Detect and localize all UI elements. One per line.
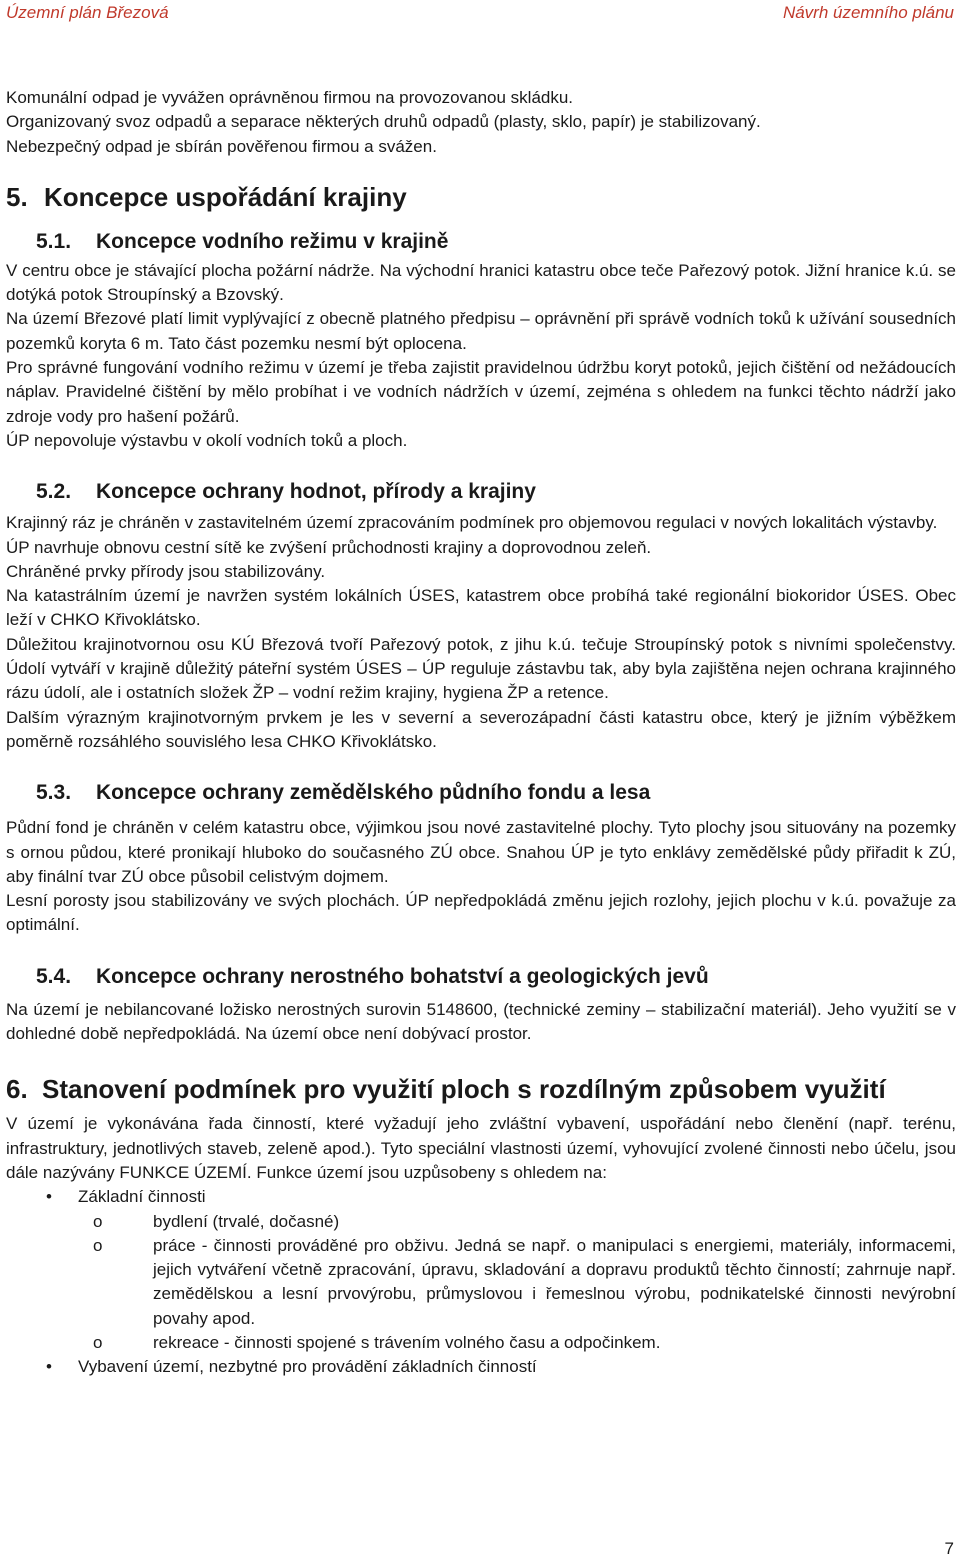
paragraph: Na území je nebilancované ložisko nerostných surovin 5148600, (technické zeminy – stabilizační materiál). Jeho využití se v dohledné době nepředpokládá. Na území obce není dobývací prostor. xyxy=(6,999,956,1044)
list-item-label: Základní činnosti xyxy=(78,1187,206,1207)
section-number: 5.1. xyxy=(36,229,72,253)
circle-bullet-icon: o xyxy=(93,1332,103,1352)
section-number: 6. xyxy=(6,1074,28,1105)
bullet-icon: • xyxy=(46,1187,52,1207)
paragraph: V centru obce je stávající plocha požární nádrže. Na východní hranici katastru obce teče Pařezový potok. Jižní hranice k.ú. se dotýká potok Stroupínský a Bzovský. xyxy=(6,260,956,305)
page-content xyxy=(6,86,956,1380)
section-title: Stanovení podmínek pro využití ploch s rozdílným způsobem využití xyxy=(42,1074,886,1105)
paragraph: Lesní porosty jsou stabilizovány ve svých plochách. ÚP nepředpokládá změnu jejich rozlohy, jejich plochu v k.ú. považuje za optimální. xyxy=(6,891,956,935)
bullet-icon: • xyxy=(46,1357,52,1377)
section-6-heading xyxy=(6,1072,956,1106)
paragraph: ÚP navrhuje obnovu cestní sítě ke zvýšení průchodnosti krajiny a doprovodnou zeleň. xyxy=(6,537,652,557)
sub-list xyxy=(78,1210,956,1356)
section-number: 5.4. xyxy=(36,964,72,988)
page-header xyxy=(6,3,954,27)
header-document-subtitle: Návrh územního plánu xyxy=(782,3,954,22)
section-number: 5.2. xyxy=(36,480,72,504)
section-title: Koncepce ochrany nerostného bohatství a geologických jevů xyxy=(96,964,709,988)
section-5-4-heading xyxy=(6,962,956,992)
section-title: Koncepce vodního režimu v krajině xyxy=(96,229,449,253)
paragraph: Pro správné fungování vodního režimu v území je třeba zajistit pravidelnou údržbu koryt potoků, jejich čištění od nežádoucích náplav. Pravidelné čištění by mělo probíhat i ve vodních nádržích v území, zejména s ohledem na funkci těchto nádrží jako zdroje vody pro hašení požárů. xyxy=(6,358,956,426)
list-item-label: Vybavení území, nezbytné pro provádění základních činností xyxy=(78,1357,537,1377)
paragraph: Krajinný ráz je chráněn v zastavitelném území zpracováním podmínek pro objemovou regulaci v nových lokalitách výstavby. xyxy=(6,513,938,533)
circle-bullet-icon: o xyxy=(93,1211,103,1231)
sub-list-item xyxy=(6,1234,956,1331)
section-title: Koncepce ochrany zemědělského půdního fondu a lesa xyxy=(96,781,651,805)
section-5-1-heading xyxy=(6,227,956,257)
paragraph: Důležitou krajinotvornou osu KÚ Březová tvoří Pařezový potok, z jihu k.ú. tečuje Stroupínský potok s nivními společenstvy. Údolí vytváří v krajině důležitý páteřní systém ÚSES – ÚP reguluje zástavbu tak, aby byla zajištěna nejen ochrana krajinného rázu údolí, ale i ostatních složek ŽP – vodní režim krajiny, hygiena ŽP a retence. xyxy=(6,634,956,703)
intro-line: Komunální odpad je vyvážen oprávněnou firmou na provozovanou skládku. xyxy=(6,88,574,107)
paragraph: Půdní fond je chráněn v celém katastru obce, výjimkou jsou nové zastavitelné plochy. Tyto plochy jsou situovány na pozemky s ornou půdou, které pronikají hluboko do současného ZÚ obce. Snahou ÚP je tyto enklávy zemědělské půdy přiřadit k ZÚ, aby finální tvar ZÚ obce působil celistvým dojmem. xyxy=(6,818,956,886)
section-title: Koncepce ochrany hodnot, přírody a krajiny xyxy=(96,480,536,504)
paragraph: Na katastrálním území je navržen systém lokálních ÚSES, katastrem obce probíhá také regionální biokoridor ÚSES. Obec leží v CHKO Křivoklátsko. xyxy=(6,586,956,630)
section-5-heading xyxy=(6,181,956,213)
sub-list-item-text: bydlení (trvalé, dočasné) xyxy=(153,1211,340,1231)
section-number: 5. xyxy=(6,181,28,212)
header-document-title: Územní plán Březová xyxy=(6,3,169,22)
list-item xyxy=(6,1355,956,1379)
paragraph: V území je vykonávána řada činností, které vyžadují jeho zvláštní vybavení, uspořádání nebo členění (např. terénu, infrastruktury, jednotlivých staveb, zeleně apod.). Tyto speciální vlastnosti území, vyhovující zvolené činnosti nebo účelu, jsou dále nazývány FUNKCE ÚZEMÍ. Funkce území jsou uzpůsobeny s ohledem na: xyxy=(6,1114,956,1182)
intro-line: Organizovaný svoz odpadů a separace některých druhů odpadů (plasty, sklo, papír) je stabilizovaný. xyxy=(6,112,761,132)
paragraph: Dalším výrazným krajinotvorným prvkem je les v severní a severozápadní části katastru obce, který je jižním výběžkem poměrně rozsáhlého souvislého lesa CHKO Křivoklátsko. xyxy=(6,707,956,751)
section-number: 5.3. xyxy=(36,781,72,805)
sub-list-item-text: práce - činnosti prováděné pro obživu. Jedná se např. o manipulaci s energiemi, materiály, informacemi, jejich vytváření včetně zpracování, úpravu, skladování a dopravu produktů těchto činností; zahrnuje např. zemědělskou a lesní prvovýrobu, průmyslovou i řemeslnou výrobu, podnikatelské činnosti nevýrobní povahy apod. xyxy=(153,1235,956,1328)
circle-bullet-icon: o xyxy=(93,1235,103,1255)
function-list xyxy=(6,1185,956,1379)
page-number: 7 xyxy=(944,1539,954,1558)
paragraph: Na území Březové platí limit vyplývající z obecně platného předpisu – oprávnění při správě vodních toků k užívání sousedních pozemků koryta 6 m. Tato část pozemku nesmí být oplocena. xyxy=(6,309,956,353)
sub-list-item xyxy=(6,1210,956,1234)
section-title: Koncepce uspořádání krajiny xyxy=(44,181,407,212)
section-5-2-heading xyxy=(6,477,956,507)
paragraph: ÚP nepovoluje výstavbu v okolí vodních toků a ploch. xyxy=(6,430,408,450)
paragraph: Chráněné prvky přírody jsou stabilizovány. xyxy=(6,561,326,581)
sub-list-item xyxy=(6,1331,956,1355)
sub-list-item-text: rekreace - činnosti spojené s trávením volného času a odpočinkem. xyxy=(153,1332,661,1352)
intro-line: Nebezpečný odpad je sbírán pověřenou firmou a svážen. xyxy=(6,136,437,156)
section-5-3-heading xyxy=(6,778,956,808)
list-item xyxy=(6,1185,956,1355)
